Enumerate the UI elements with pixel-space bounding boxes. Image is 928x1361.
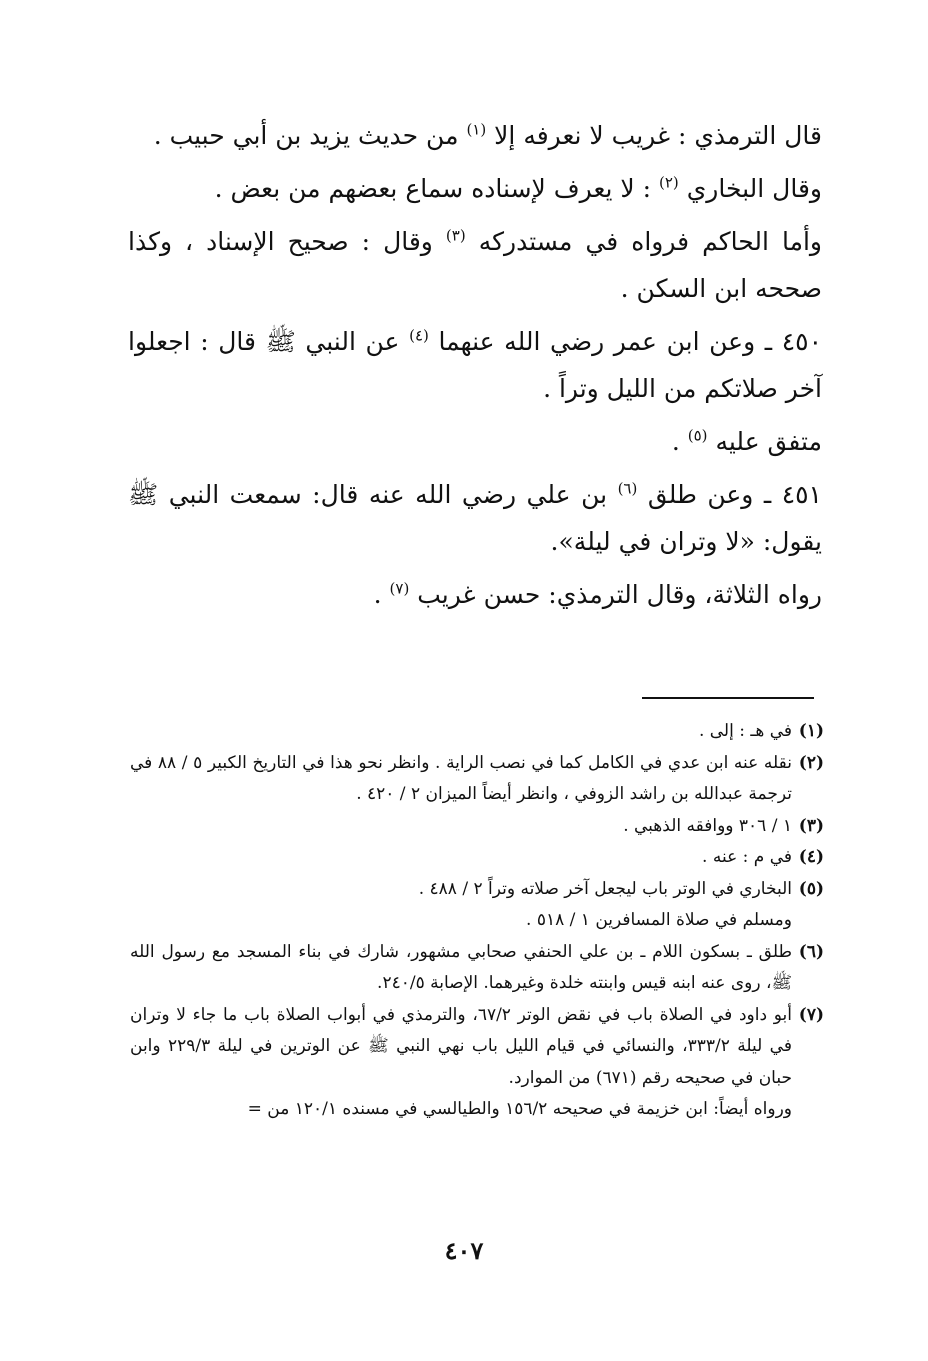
footnote-5: (٥) البخاري في الوتر باب ليجعل آخر صلاته وتراً ٢ / ٤٨٨ .	[418, 878, 824, 899]
footnote-ref-2[interactable]: (٢)	[659, 173, 679, 192]
footnote-ref-6[interactable]: (٦)	[617, 479, 638, 498]
footnote-1: (١) في هـ : إلى .	[698, 721, 824, 741]
hadith-450: ٤٥٠ ـ وعن ابن عمر رضي الله عنهما $^{(٤)}$ عن النبي ﷺ قال : اجعلوا آخر صلاتكم من الليل وتراً .	[128, 326, 823, 403]
footnote-ref-3[interactable]: (٣)	[445, 226, 466, 245]
footnotes	[130, 716, 824, 1126]
footnote-5-continued: ومسلم في صلاة المسافرين ١ / ٥١٨ .	[526, 910, 792, 930]
footnote-7: (٧) أبو داود في الصلاة باب في نقض الوتر ٦٧/٢، والترمذي في أبواب الصلاة باب ما جاء لا وتران في ليلة ٣٣٣/٢، والنسائي في قيام الليل باب نهي النبي ﷺ عن الوترين في ليلة ٢٢٩/٣ وابن حبان في صحيحه رقم (٦٧١) من الموارد.	[130, 1004, 824, 1088]
footnote-separator	[642, 697, 814, 699]
footnote-3: (٣) ١ / ٣٠٦ ووافقه الذهبي .	[623, 815, 824, 836]
footnote-ref-4[interactable]: (٤)	[409, 326, 429, 345]
footnote-ref-1[interactable]: (١)	[466, 120, 487, 139]
hadith-451-source: رواه الثلاثة، وقال الترمذي: حسن غريب $^{(٧)}$ .	[373, 579, 822, 609]
footnote-4: (٤) في م : عنه .	[702, 847, 824, 867]
footnote-ref-7[interactable]: (٧)	[389, 579, 410, 598]
paragraph-bukhari: وقال البخاري $^{(٢)}$ : لا يعرف لإسناده سماع بعضهم من بعض .	[214, 173, 822, 203]
hadith-450-source: متفق عليه $^{(٥)}$ .	[671, 426, 822, 456]
main-text	[128, 112, 822, 624]
footnote-ref-5[interactable]: (٥)	[687, 426, 708, 445]
page-number: ٤٠٧	[444, 1236, 484, 1265]
footnote-7-continued: ورواه أيضاً: ابن خزيمة في صحيحه ١٥٦/٢ والطيالسي في مسنده ١٢٠/١ من =	[247, 1099, 792, 1119]
footnote-6: (٦) طلق ـ بسكون اللام ـ بن علي الحنفي صحابي مشهور، شارك في بناء المسجد مع رسول الله ﷺ، روى عنه ابنه قيس وابنته خلدة وغيرهما. الإصابة ٢٤٠/٥.	[130, 941, 824, 993]
paragraph-tirmidhi: قال الترمذي : غريب لا نعرفه إلا $^{(١)}$ من حديث يزيد بن أبي حبيب .	[153, 120, 822, 150]
paragraph-hakim: وأما الحاكم فرواه في مستدركه $^{(٣)}$ وقال : صحيح الإسناد ، وكذا صححه ابن السكن .	[128, 226, 822, 303]
hadith-451: ٤٥١ ـ وعن طلق $^{(٦)}$ بن علي رضي الله عنه قال: سمعت النبي ﷺ يقول: «لا وتران في ليلة».	[128, 479, 822, 556]
footnote-2: (٢) نقله عنه ابن عدي في الكامل كما في نصب الراية . وانظر نحو هذا في التاريخ الكبير ٥ / ٨٨ في ترجمة عبدالله بن راشد الزوفي ، وانظر أيضاً الميزان ٢ / ٤٢٠ .	[130, 752, 824, 804]
